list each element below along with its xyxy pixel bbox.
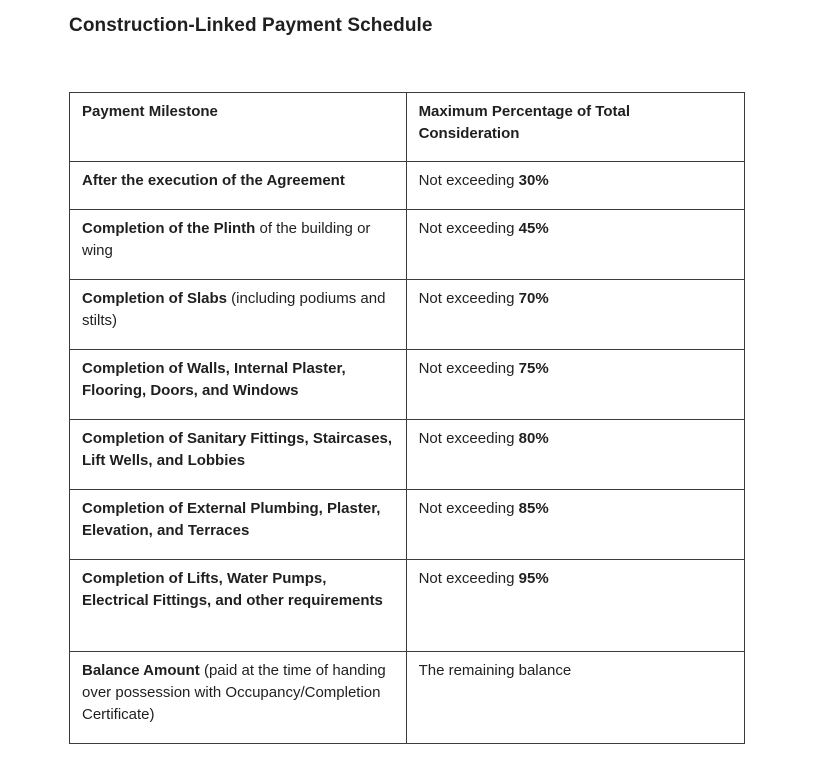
milestone-cell bbox=[70, 162, 407, 210]
milestone-rest: of the building or wing bbox=[82, 220, 371, 259]
table-row bbox=[70, 350, 745, 420]
percentage-prefix: Not exceeding bbox=[418, 570, 519, 587]
milestone-cell bbox=[70, 350, 407, 420]
percentage-value: 95% bbox=[518, 570, 549, 587]
percentage-prefix: Not exceeding bbox=[418, 500, 519, 517]
milestone-cell bbox=[70, 652, 407, 744]
payment-schedule-table bbox=[69, 92, 745, 744]
percentage-cell bbox=[406, 350, 744, 420]
table-row bbox=[70, 280, 745, 350]
percentage-prefix: Not exceeding bbox=[418, 430, 519, 447]
table-row bbox=[70, 560, 745, 652]
table-row bbox=[70, 210, 745, 280]
milestone-bold: Completion of External Plumbing, Plaster, Elevation, and Terraces bbox=[82, 500, 381, 539]
milestone-rest: (paid at the time of handing over possession with Occupancy/Completion Certificate) bbox=[82, 662, 386, 723]
percentage-value: 70% bbox=[518, 290, 549, 307]
milestone-bold: After the execution of the Agreement bbox=[82, 172, 345, 189]
milestone-bold: Completion of Walls, Internal Plaster, Flooring, Doors, and Windows bbox=[82, 360, 346, 399]
milestone-cell bbox=[70, 280, 407, 350]
milestone-bold: Completion of Slabs bbox=[82, 290, 228, 307]
milestone-cell bbox=[70, 490, 407, 560]
percentage-prefix: Not exceeding bbox=[418, 220, 519, 237]
table-header-row bbox=[70, 93, 745, 162]
percentage-value: 75% bbox=[518, 360, 549, 377]
header-maximum-percentage: Maximum Percentage of Total Consideration bbox=[406, 93, 744, 162]
milestone-bold: Balance Amount bbox=[82, 662, 200, 679]
milestone-cell bbox=[70, 210, 407, 280]
percentage-cell bbox=[406, 420, 744, 490]
percentage-value: 80% bbox=[518, 430, 549, 447]
percentage-cell bbox=[406, 560, 744, 652]
percentage-value: 85% bbox=[518, 500, 549, 517]
milestone-bold: Completion of the Plinth bbox=[82, 220, 256, 237]
header-payment-milestone: Payment Milestone bbox=[70, 93, 407, 162]
percentage-value: 30% bbox=[518, 172, 549, 189]
percentage-prefix: Not exceeding bbox=[418, 172, 519, 189]
percentage-cell bbox=[406, 490, 744, 560]
milestone-bold: Completion of Lifts, Water Pumps, Electrical Fittings, and other requirements bbox=[82, 570, 383, 609]
percentage-prefix: Not exceeding bbox=[418, 290, 519, 307]
percentage-cell bbox=[406, 162, 744, 210]
percentage-cell bbox=[406, 280, 744, 350]
percentage-value: 45% bbox=[518, 220, 549, 237]
milestone-cell bbox=[70, 420, 407, 490]
milestone-cell bbox=[70, 560, 407, 652]
milestone-rest: (including podiums and stilts) bbox=[82, 290, 386, 329]
page-title: Construction-Linked Payment Schedule bbox=[69, 15, 433, 36]
table-row bbox=[70, 162, 745, 210]
table-row bbox=[70, 652, 745, 744]
percentage-prefix: The remaining balance bbox=[418, 662, 572, 679]
milestone-bold: Completion of Sanitary Fittings, Staircases, Lift Wells, and Lobbies bbox=[82, 430, 393, 469]
percentage-prefix: Not exceeding bbox=[418, 360, 519, 377]
percentage-cell bbox=[406, 210, 744, 280]
percentage-cell bbox=[406, 652, 744, 744]
table-row bbox=[70, 420, 745, 490]
table-row bbox=[70, 490, 745, 560]
